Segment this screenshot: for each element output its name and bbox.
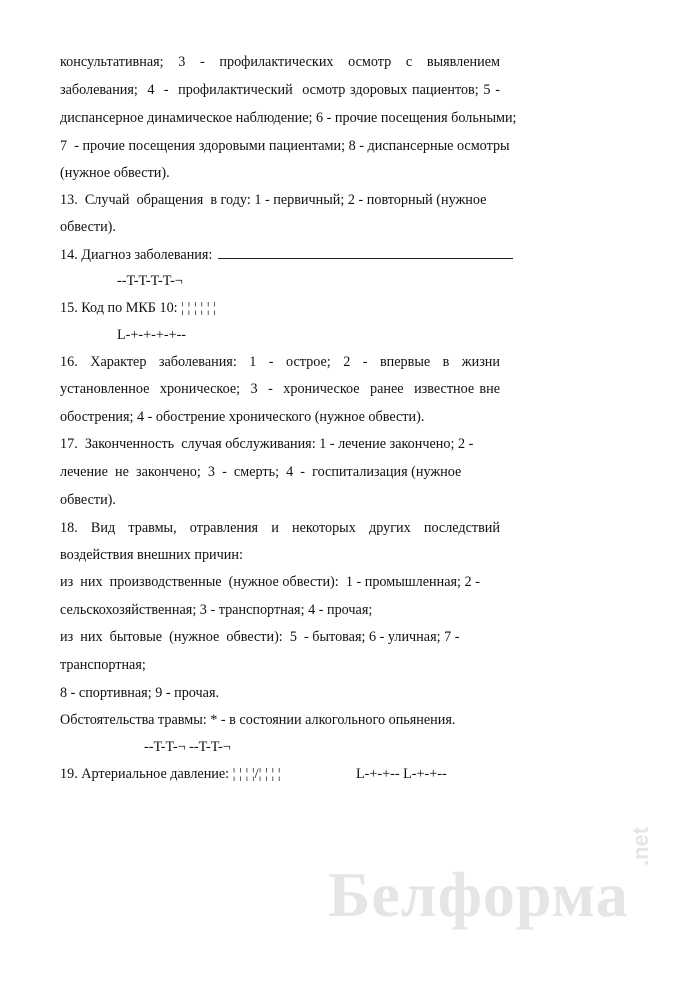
text-line: обвести). xyxy=(60,492,116,508)
text-line: Обстоятельства травмы: * - в состоянии алкогольного опьянения. xyxy=(60,712,456,728)
text-line: 13. Случай обращения в году: 1 - первичный; 2 - повторный (нужное xyxy=(60,192,487,208)
text-line: воздействия внешних причин: xyxy=(60,547,243,563)
text-line: транспортная; xyxy=(60,657,146,673)
text-line: установленное хроническое; 3 - хроническое ранее известное вне xyxy=(60,381,500,397)
text-line: 16. Характер заболевания: 1 - острое; 2 - впервые в жизни xyxy=(60,354,500,370)
text-line: 18. Вид травмы, отравления и некоторых других последствий xyxy=(60,520,500,536)
text-line: 8 - спортивная; 9 - прочая. xyxy=(60,685,220,701)
diagnosis-label: 14. Диагноз заболевания: xyxy=(60,247,213,263)
icd-code-line: 15. Код по МКБ 10: ¦ ¦ ¦ ¦ ¦ ¦ xyxy=(60,300,216,316)
code-box-top: --T-T-T-T-¬ xyxy=(117,273,183,289)
text-line: 7 - прочие посещения здоровыми пациентами; 8 - диспансерные осмотры xyxy=(60,138,510,154)
code-box-bottom: L-+-+-+-+-- xyxy=(117,327,187,343)
blood-pressure-line: 19. Артериальное давление: ¦ ¦ ¦ ¦/¦ ¦ ¦ ¦ xyxy=(60,766,281,782)
text-line: обвести). xyxy=(60,219,116,235)
text-line: (нужное обвести). xyxy=(60,165,170,181)
pressure-box-bottom: L-+-+-- L-+-+-- xyxy=(356,766,447,782)
text-line: обострения; 4 - обострение хронического (нужное обвести). xyxy=(60,409,425,425)
pressure-box-top: --T-T-¬ --T-T-¬ xyxy=(144,739,231,755)
text-line: заболевания; 4 - профилактический осмотр здоровых пациентов; 5 - xyxy=(60,82,500,98)
text-line: из них бытовые (нужное обвести): 5 - бытовая; 6 - уличная; 7 - xyxy=(60,629,460,645)
text-line: из них производственные (нужное обвести): 1 - промышленная; 2 - xyxy=(60,574,480,590)
text-line: лечение не закончено; 3 - смерть; 4 - госпитализация (нужное xyxy=(60,464,462,480)
diagnosis-line xyxy=(60,245,513,264)
watermark-logo-tld: .net xyxy=(628,826,653,866)
text-line: консультативная; 3 - профилактических осмотр с выявлением xyxy=(60,54,500,70)
watermark-logo: Белформа xyxy=(328,859,629,930)
text-line: 17. Законченность случая обслуживания: 1 - лечение закончено; 2 - xyxy=(60,436,474,452)
text-line: диспансерное динамическое наблюдение; 6 - прочие посещения больными; xyxy=(60,110,517,126)
diagnosis-blank-field xyxy=(218,245,513,259)
text-line: сельскохозяйственная; 3 - транспортная; 4 - прочая; xyxy=(60,602,373,618)
